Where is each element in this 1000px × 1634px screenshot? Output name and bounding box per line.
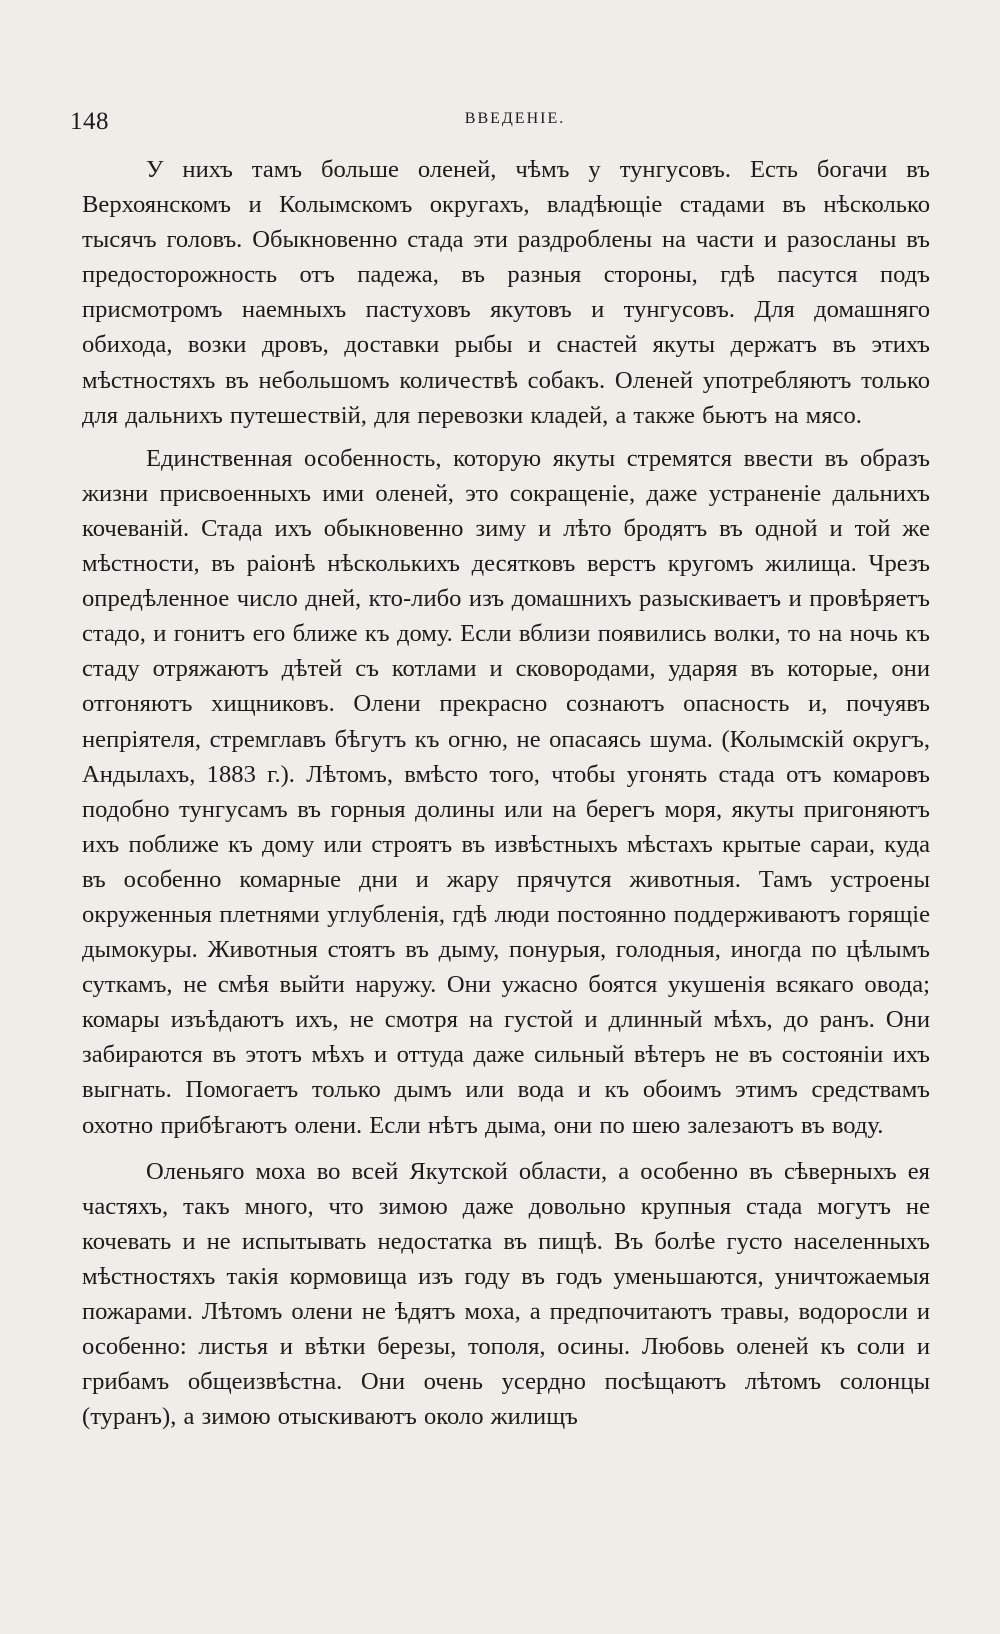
paragraph: Оленьяго моха во всей Якутской области, а особенно въ сѣверныхъ ея частяхъ, такъ много, что зимою даже довольно крупныя стада могутъ не кочевать и не испытывать недостатка въ пищѣ. Въ болѣе густо населенныхъ мѣстностяхъ такія кормовища изъ году въ годъ уменьшаются, уничтожаемыя пожарами. Лѣтомъ олени не ѣдятъ моха, а предпочитаютъ травы, водоросли и особенно: листья и вѣтки березы, тополя, осины. Любовь оленей къ соли и грибамъ общеизвѣстна. Они очень усердно посѣщаютъ лѣтомъ солонцы (туранъ), а зимою отыскиваютъ около жилищъ <box>82 1157 930 1431</box>
page-header <box>70 104 960 140</box>
paragraph: У нихъ тамъ больше оленей, чѣмъ у тунгусовъ. Есть богачи въ Верхоянскомъ и Колымскомъ округахъ, владѣющіе стадами въ нѣсколько тысячъ головъ. Обыкновенно стада эти раздроблены на части и разосланы въ предосторожность отъ падежа, въ разныя стороны, гдѣ пасутся подъ присмотромъ наемныхъ пастуховъ якутовъ и тунгусовъ. Для домашняго обихода, возки дровъ, доставки рыбы и снастей якуты держатъ въ этихъ мѣстностяхъ въ небольшомъ количествѣ собакъ. Оленей употребляютъ только для дальнихъ путешествій, для перевозки кладей, а также бьютъ на мясо. <box>82 156 930 429</box>
running-head: ВВЕДЕНІЕ. <box>464 110 566 127</box>
paragraph: Единственная особенность, которую якуты стремятся ввести въ образъ жизни присвоенныхъ ими оленей, это сокращеніе, даже устраненіе дальнихъ кочеваній. Стада ихъ обыкновенно зиму и лѣто бродятъ въ одной и той же мѣстности, въ раіонѣ нѣсколькихъ десятковъ верстъ кругомъ жилища. Чрезъ опредѣленное число дней, кто-либо изъ домашнихъ разыскиваетъ и провѣряетъ стадо, и гонитъ его ближе къ дому. Если вблизи появились волки, то на ночь къ стаду отряжаютъ дѣтей съ котлами и сковородами, ударяя въ которые, они отгоняютъ хищниковъ. Олени прекрасно сознаютъ опасность и, почуявъ непріятеля, стремглавъ бѣгутъ къ огню, не опасаясь шума. (Колымскій округъ, Андылахъ, 1883 г.). Лѣтомъ, вмѣсто того, чтобы угонять стада отъ комаровъ подобно тунгусамъ въ горныя долины или на берегъ моря, якуты пригоняютъ ихъ поближе къ дому или строятъ въ извѣстныхъ мѣстахъ крытые сараи, куда въ особенно комарные дни и жару прячутся животныя. Тамъ устроены окруженныя плетнями углубленія, гдѣ люди постоянно поддерживаютъ горящіе дымокуры. Животныя стоятъ въ дыму, понурыя, голодныя, иногда по цѣлымъ суткамъ, не смѣя выйти наружу. Они ужасно боятся укушенія всякаго овода; комары изъѣдаютъ ихъ, не смотря на густой и длинный мѣхъ, до ранъ. Они забираются въ этотъ мѣхъ и оттуда даже сильный вѣтеръ не въ состояніи ихъ выгнать. Помогаетъ только дымъ или вода и къ обоимъ этимъ средствамъ охотно прибѣгаютъ олени. Если нѣтъ дыма, они по шею залезаютъ въ воду. <box>82 444 930 1139</box>
body-text <box>82 152 930 1444</box>
page-number: 148 <box>70 108 109 135</box>
